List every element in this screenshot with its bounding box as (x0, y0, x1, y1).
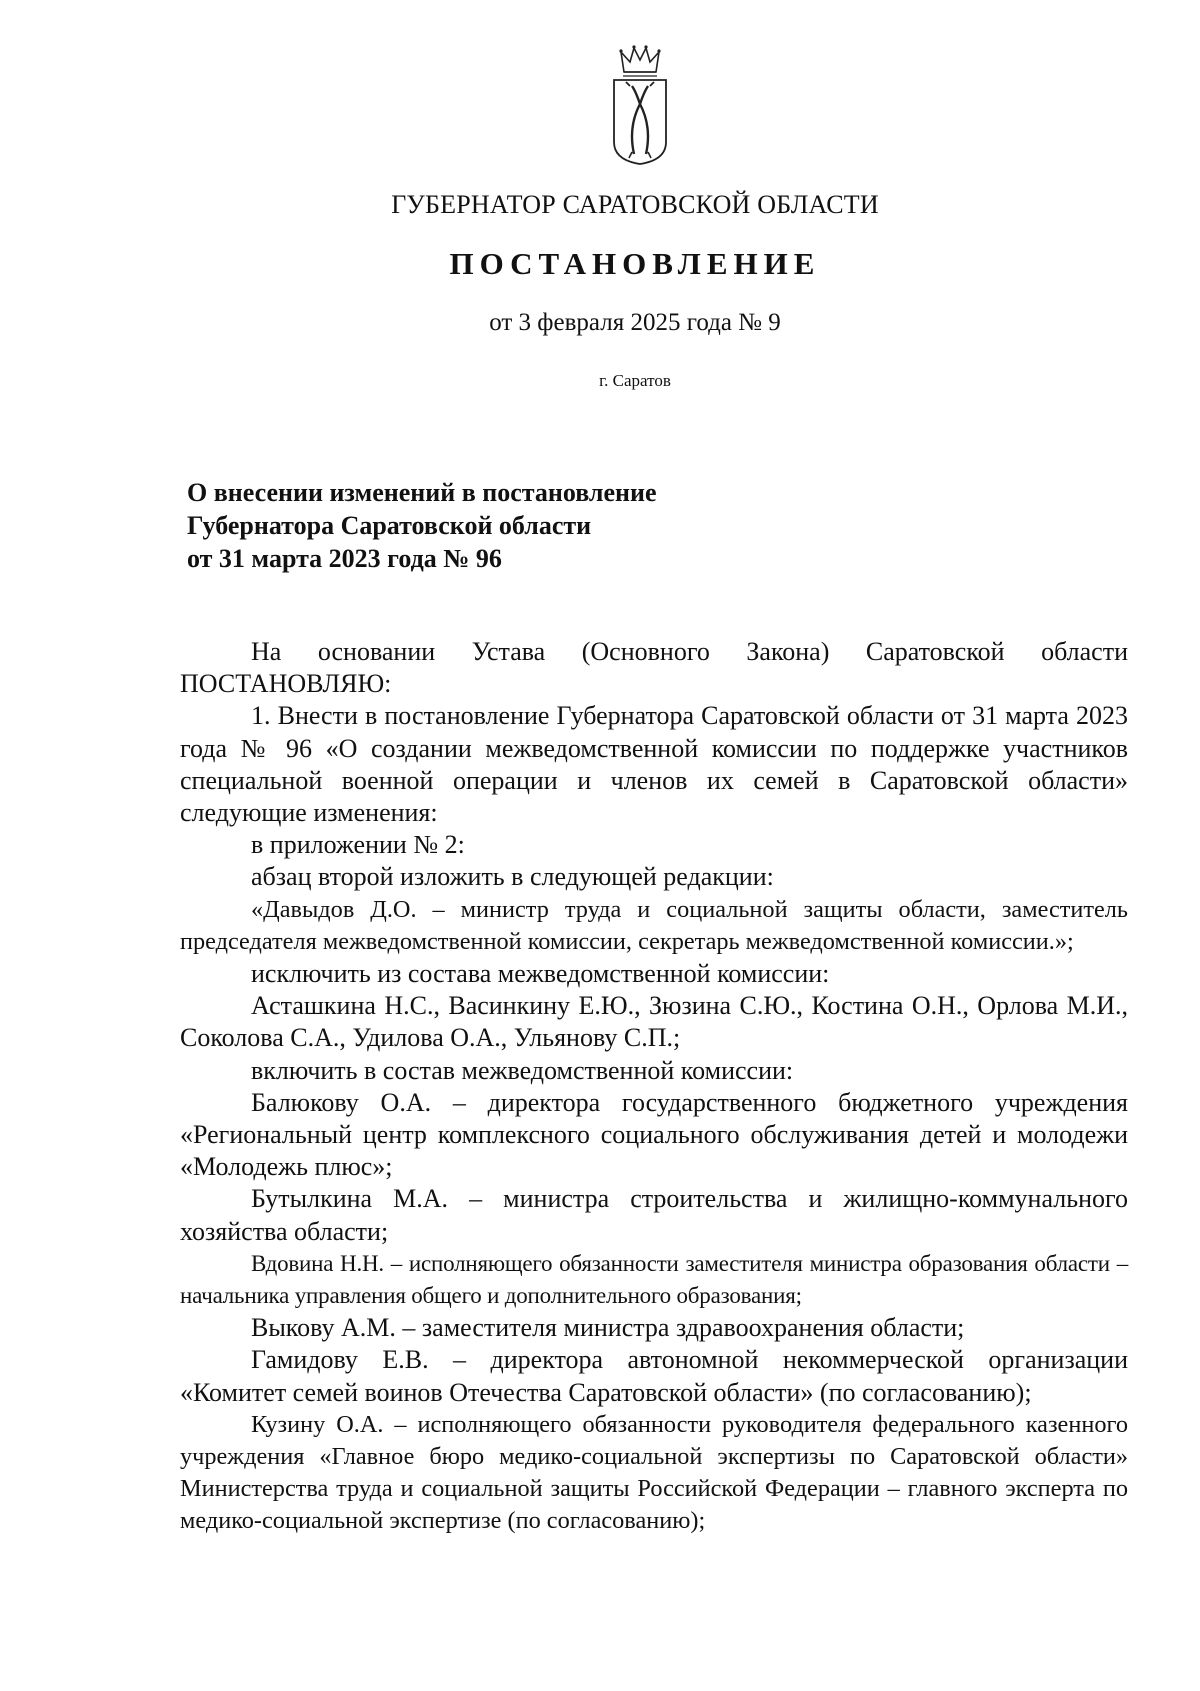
paragraph-member: Балюкову О.А. – директора государственного бюджетного учреждения «Региональный центр комплексного социального обслуживания детей и молодежи «Молодежь плюс»; (180, 1087, 1128, 1182)
paragraph: включить в состав межведомственной комиссии: (251, 1055, 794, 1085)
paragraph-excluded-list: Асташкина Н.С., Васинкину Е.Ю., Зюзина С.Ю., Костина О.Н., Орлова М.И., Соколова С.А., Удилова О.А., Ульянову С.П.; (180, 991, 1128, 1053)
paragraph-quote: «Давыдов Д.О. – министр труда и социальной защиты области, заместитель председателя межведомственной комиссии, секретарь межведомственной комиссии.»; (180, 895, 1128, 955)
paragraph-member: Бутылкина М.А. – министра строительства и жилищно-коммунального хозяйства области; (180, 1184, 1128, 1246)
subject-line: от 31 марта 2023 года № 96 (187, 544, 502, 573)
paragraph: абзац второй изложить в следующей редакции: (251, 862, 774, 892)
document-city: г. Саратов (599, 371, 671, 390)
paragraph-member: Выкову А.М. – заместителя министра здравоохранения области; (251, 1313, 965, 1343)
subject-line: О внесении изменений в постановление (187, 478, 657, 507)
paragraph-member: Гамидову Е.В. – директора автономной некоммерческой организации «Комитет семей воинов Отечества Саратовской области» (по согласованию); (180, 1345, 1128, 1407)
paragraph-member: Кузину О.А. – исполняющего обязанности руководителя федерального казенного учреждения «Главное бюро медико-социальной экспертизы по Саратовской области» Министерства труда и социальной защиты Российской Федерации – главного эксперта по медико-социальной экспертизе (по согласованию); (180, 1410, 1128, 1535)
issuing-authority: ГУБЕРНАТОР САРАТОВСКОЙ ОБЛАСТИ (391, 190, 879, 219)
paragraph: исключить из состава межведомственной комиссии: (251, 959, 830, 989)
paragraph-item-1: 1. Внести в постановление Губернатора Саратовской области от 31 марта 2023 года № 96 «О создании межведомственной комиссии по поддержке участников специальной военной операции и членов их семей в Саратовской области» следующие изменения: (180, 701, 1128, 828)
document-body (180, 636, 1128, 1538)
document-date-number: от 3 февраля 2025 года № 9 (489, 309, 781, 336)
paragraph: в приложении № 2: (251, 830, 465, 860)
document-type: ПОСТАНОВЛЕНИЕ (449, 246, 821, 281)
paragraph-member: Вдовина Н.Н. – исполняющего обязанности заместителя министра образования области – начальника управления общего и дополнительного образования; (180, 1250, 1128, 1309)
saratov-coat-of-arms-icon (610, 42, 670, 166)
paragraph-preamble: На основании Устава (Основного Закона) Саратовской области ПОСТАНОВЛЯЮ: (180, 637, 1128, 699)
subject-line: Губернатора Саратовской области (187, 511, 592, 540)
document-subject (187, 476, 657, 575)
